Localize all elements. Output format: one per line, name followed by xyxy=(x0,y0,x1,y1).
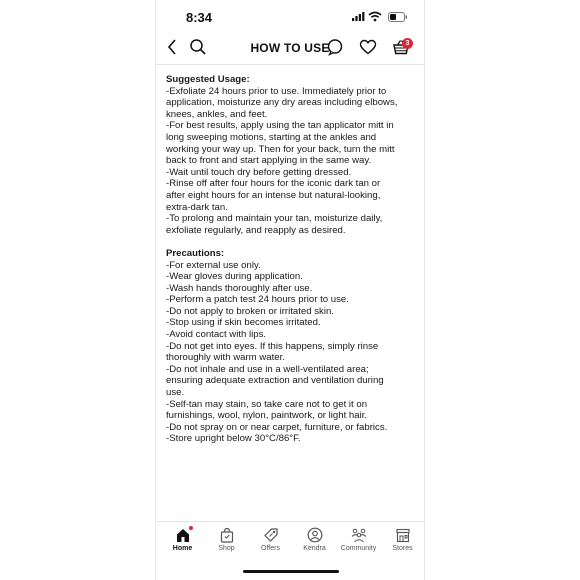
text-line: -Perform a patch test 24 hours prior to use. xyxy=(166,294,349,306)
text-line: -Do not spray on or near carpet, furniture, or fabrics. xyxy=(166,421,388,433)
top-navigation-bar xyxy=(156,34,424,64)
text-line: after eight hours for an intense but natural-looking, xyxy=(166,189,381,201)
profile-icon xyxy=(307,527,323,543)
store-icon xyxy=(395,527,411,543)
cellular-signal-icon xyxy=(352,12,365,21)
text-line: -Self-tan may stain, so take care not to get it on xyxy=(166,398,368,410)
status-time: 8:34 xyxy=(186,10,213,25)
text-line: use. xyxy=(166,387,185,399)
text-line: back to front and start applying in the same way. xyxy=(166,155,372,167)
page-title: HOW TO USE xyxy=(250,41,330,55)
text-line: exfoliate regularly, and reapply as desired. xyxy=(166,224,346,236)
text-line: furnishings, wool, nylon, paintwork, or light hair. xyxy=(166,410,368,422)
tag-icon xyxy=(263,527,279,543)
suggested-usage-heading: Suggested Usage: xyxy=(166,74,250,85)
text-line: -Exfoliate 24 hours prior to use. Immediately prior to xyxy=(166,85,387,97)
text-line: -Wait until touch dry before getting dressed. xyxy=(166,166,352,178)
text-line: -Store upright below 30°C/86°F. xyxy=(166,433,301,445)
text-line: -For best results, apply using the tan applicator mitt in xyxy=(166,120,394,132)
text-line: ensuring adequate extraction and ventilation during xyxy=(166,375,384,387)
text-line: -Avoid contact with lips. xyxy=(166,329,267,341)
heart-icon[interactable] xyxy=(359,38,377,56)
bottom-tab-bar xyxy=(156,521,424,562)
header-divider xyxy=(156,64,424,65)
tab-label: Home xyxy=(172,545,193,552)
chat-bubble-icon[interactable] xyxy=(326,38,344,56)
community-icon xyxy=(350,527,368,543)
text-line: long sweeping motions, starting at the ankles and xyxy=(166,131,377,143)
tab-label: Kendra xyxy=(303,545,326,552)
text-line: application, moisturize any dry areas including elbows, xyxy=(166,97,398,109)
text-line: -To prolong and maintain your tan, moisturize daily, xyxy=(166,213,383,225)
tab-label: Stores xyxy=(392,545,413,552)
text-line: knees, ankles, and feet. xyxy=(166,108,268,120)
battery-icon xyxy=(388,12,408,22)
text-line: working your way up. Then for your back, turn the mitt xyxy=(166,143,395,155)
text-line: extra-dark tan. xyxy=(166,201,228,213)
tab-label: Community xyxy=(340,545,377,552)
suggested-usage-list xyxy=(166,86,416,237)
text-line: -Do not get into eyes. If this happens, simply rinse xyxy=(166,340,379,352)
text-line: -Do not inhale and use in a well-ventilated area; xyxy=(166,363,369,375)
text-line: -For external use only. xyxy=(166,259,261,271)
home-indicator xyxy=(243,570,339,573)
precautions-heading: Precautions: xyxy=(166,247,225,259)
precautions-list xyxy=(166,260,416,446)
text-line: -Stop using if skin becomes irritated. xyxy=(166,317,321,329)
tab-stores[interactable] xyxy=(376,527,424,552)
shopping-bag-icon xyxy=(219,527,235,543)
back-chevron-icon[interactable] xyxy=(166,38,178,56)
tab-label: Offers xyxy=(261,545,280,552)
text-line: -Do not apply to broken or irritated skin. xyxy=(166,305,334,317)
text-line: -Wash hands thoroughly after use. xyxy=(166,282,313,294)
phone-screen xyxy=(156,0,424,580)
search-icon[interactable] xyxy=(189,38,207,56)
status-bar xyxy=(156,0,424,34)
notification-dot xyxy=(189,526,193,530)
text-line: -Wear gloves during application. xyxy=(166,271,303,283)
paragraph-gap xyxy=(166,236,416,248)
text-line: -Rinse off after four hours for the iconic dark tan or xyxy=(166,178,381,190)
wifi-icon xyxy=(368,11,382,22)
home-icon xyxy=(175,527,191,543)
cart-count-badge: 3 xyxy=(402,38,413,49)
tab-label: Shop xyxy=(218,545,235,552)
text-line: thoroughly with warm water. xyxy=(166,352,285,364)
how-to-use-text xyxy=(166,74,416,445)
